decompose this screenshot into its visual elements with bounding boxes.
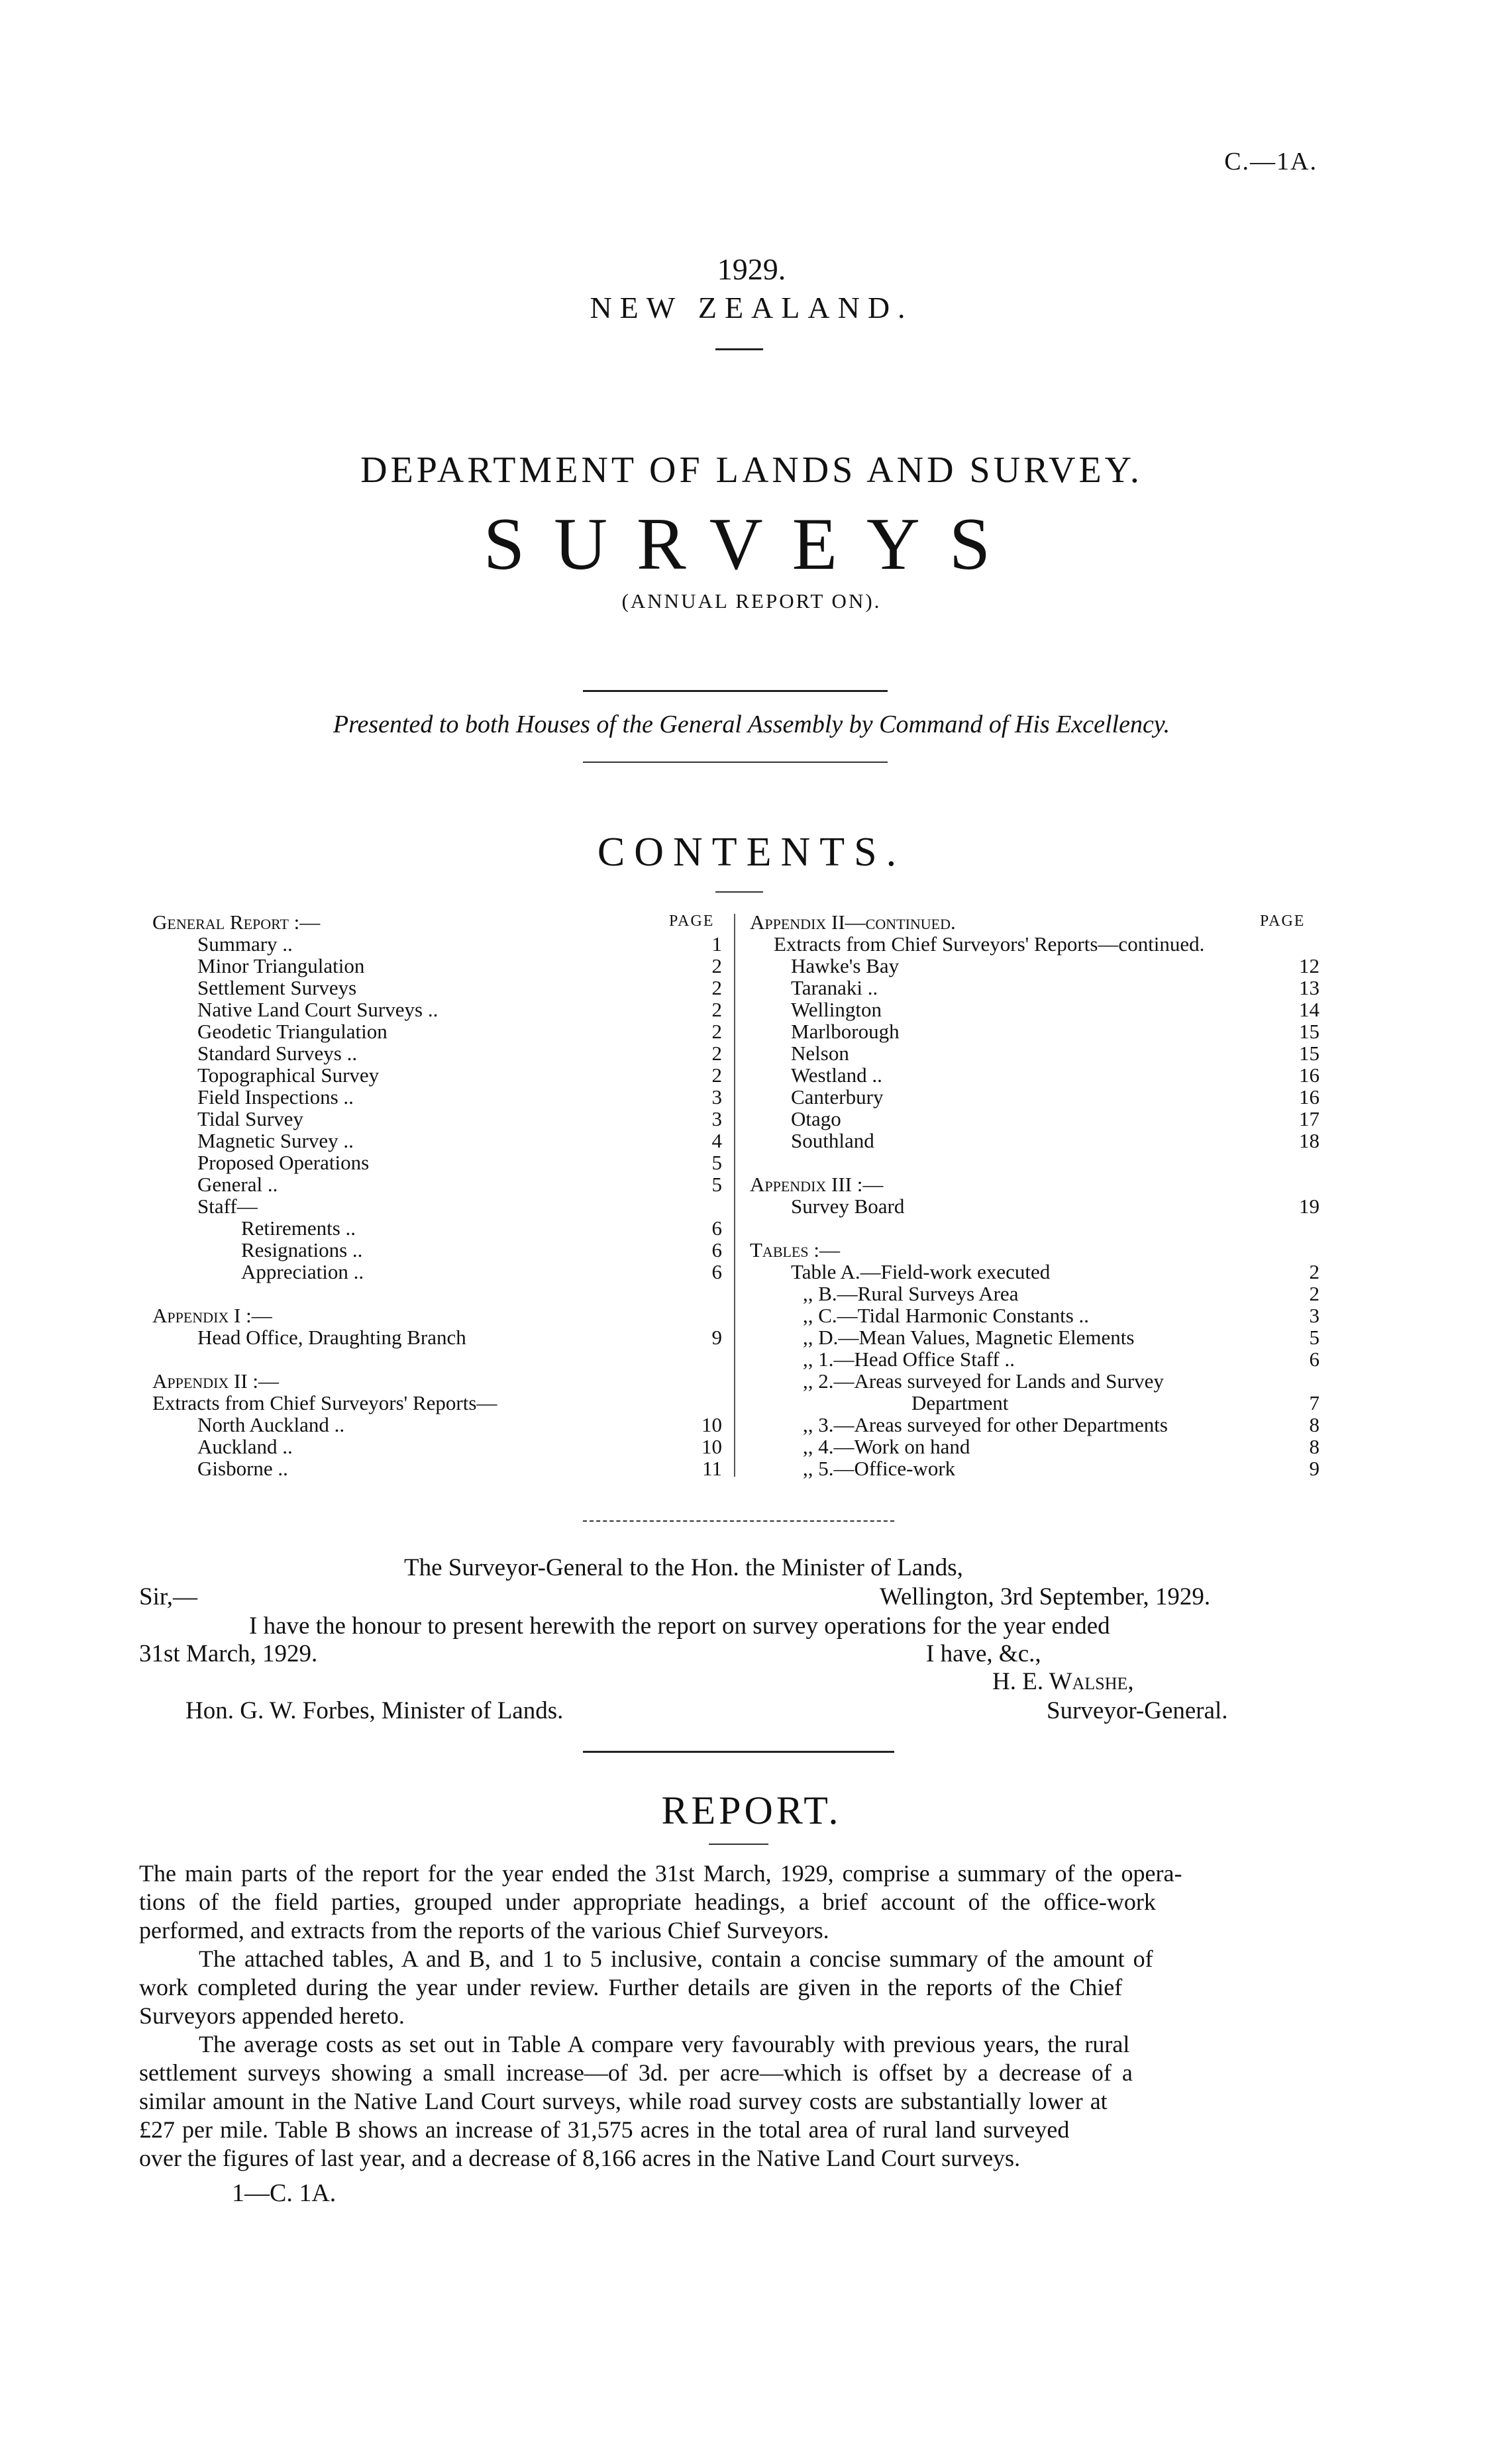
contents-entry [750,1348,1320,1370]
contents-entry [152,1086,722,1108]
contents-entry-page: 2 [711,1063,722,1087]
contents-entry [152,1414,722,1436]
contents-entry [750,1195,1320,1217]
contents-entry-page: 2 [711,998,722,1021]
contents-entry [152,1436,722,1457]
contents-entry-label: Native Land Court Surveys .. [197,998,439,1021]
contents-entry-label: Wellington [791,998,882,1021]
report-line: The average costs as set out in Table A compare very favourably with previous years, the rural [199,2031,1130,2057]
report-paragraph-1 [139,1859,1297,1945]
contents-entry-page: 3 [1309,1304,1320,1327]
contents-entry-page: 8 [1309,1413,1320,1436]
contents-entry [152,1457,722,1479]
contents-entry-label: Retirements .. [241,1216,356,1240]
contents-entry-page: 8 [1309,1435,1320,1458]
contents-entry-label: General .. [197,1173,278,1196]
contents-heading: CONTENTS. [597,830,906,875]
contents-entry-label: Minor Triangulation [197,954,365,977]
contents-entry [152,1217,722,1239]
contents-entry [750,1392,1320,1414]
contents-entry-page: 18 [1299,1129,1320,1152]
divider-short [709,1844,768,1845]
contents-entry [750,1173,1320,1195]
presented-line: Presented to both Houses of the General Assembly by Command of His Excellency. [333,711,1170,738]
contents-entry-label: ,, 3.—Areas surveyed for other Departments [803,1413,1168,1436]
contents-entry-label: Tidal Survey [197,1107,303,1130]
contents-entry-label: Geodetic Triangulation [197,1020,388,1043]
contents-entry-page: 3 [711,1107,722,1130]
contents-entry-label: Southland [791,1129,874,1152]
contents-entry [152,1020,722,1042]
contents-entry [750,911,1320,933]
divider [583,690,888,692]
contents-entry [750,1064,1320,1086]
column-divider [734,914,735,1477]
contents-entry [152,955,722,977]
contents-entry-page: 6 [711,1260,722,1283]
contents-entry [750,1217,1320,1239]
contents-entry-page: 15 [1299,1042,1320,1065]
divider-short [715,891,763,893]
contents-entry-label: Otago [791,1107,841,1130]
contents-entry-page: 14 [1299,998,1320,1021]
place-date: Wellington, 3rd September, 1929. [880,1583,1211,1610]
contents-entry-label: ,, D.—Mean Values, Magnetic Elements [803,1326,1135,1349]
contents-right-column [750,911,1320,1479]
contents-entry [152,911,722,933]
contents-entry [750,1086,1320,1108]
divider [583,1751,894,1753]
contents-entry-page: 16 [1299,1085,1320,1109]
contents-entry-label: Survey Board [791,1195,905,1218]
contents-entry [152,1042,722,1064]
contents-entry-label: Nelson [791,1042,849,1065]
contents-entry-label: Marlborough [791,1020,900,1043]
signer-name: H. E. Walshe, [992,1668,1134,1695]
document-code: C.—1A. [1224,148,1318,175]
addressee: Hon. G. W. Forbes, Minister of Lands. [185,1697,564,1724]
contents-entry [152,1326,722,1348]
contents-entry-page: 5 [1309,1326,1320,1349]
contents-entry [750,1239,1320,1261]
contents-entry-label: Resignations .. [241,1238,363,1261]
contents-entry [152,1108,722,1130]
contents-entry-label: ,, 4.—Work on hand [803,1435,970,1458]
report-line: over the figures of last year, and a decrease of 8,166 acres in the Native Land Court surveys. [139,2145,1021,2171]
page-column-label: PAGE [1260,912,1306,930]
report-line: performed, and extracts from the reports of the various Chief Surveyors. [139,1917,829,1944]
contents-entry-label: Gisborne .. [197,1457,288,1480]
contents-entry-label: Extracts from Chief Surveyors' Reports— [152,1391,497,1414]
contents-entry-label: Taranaki .. [791,976,878,999]
contents-entry [750,1261,1320,1283]
report-line: tions of the field parties, grouped under appropriate headings, a brief account of the office-work [139,1889,1156,1915]
report-paragraph-2 [139,1945,1297,2030]
contents-entry [750,1152,1320,1173]
contents-entry-label: Department [911,1391,1009,1414]
signer-title: Surveyor-General. [1047,1697,1228,1724]
report-paragraph-3 [139,2030,1297,2173]
contents-entry-label: ,, 5.—Office-work [803,1457,956,1480]
contents-entry-label: Field Inspections .. [197,1085,354,1109]
contents-entry-label: Hawke's Bay [791,954,900,977]
contents-entry-label: Head Office, Draughting Branch [197,1326,466,1349]
contents-entry-page: 12 [1299,954,1320,977]
contents-entry [152,1305,722,1326]
contents-entry [152,1130,722,1152]
contents-entry-page: 10 [701,1435,722,1458]
contents-entry [750,1020,1320,1042]
letter-closing: I have, &c., [926,1640,1041,1667]
contents-entry-page: 6 [1309,1348,1320,1371]
contents-entry [152,1348,722,1370]
report-year: 1929. [717,252,786,286]
contents-entry-page: 2 [711,1042,722,1065]
report-line: The attached tables, A and B, and 1 to 5 inclusive, contain a concise summary of the amount of [199,1946,1153,1972]
contents-entry-page: 3 [711,1085,722,1109]
contents-entry [152,1195,722,1217]
contents-entry [152,1392,722,1414]
contents-entry-page: 9 [711,1326,722,1349]
divider [583,762,888,763]
contents-entry-page: 6 [711,1216,722,1240]
contents-entry-page: 17 [1299,1107,1320,1130]
contents-entry-label: Appendix II :— [152,1369,280,1393]
contents-entry-label: Appendix I :— [152,1304,272,1327]
salutation: Sir,— [139,1583,197,1610]
contents-entry [152,933,722,955]
contents-entry-page: 6 [711,1238,722,1261]
country-title: NEW ZEALAND. [590,291,913,324]
report-line: work completed during the year under review. Further details are given in the reports of the Chief [139,1974,1123,2000]
page-column-label: PAGE [669,912,715,930]
contents-entry-label: Magnetic Survey .. [197,1129,354,1152]
contents-entry-label: ,, B.—Rural Surveys Area [803,1282,1019,1305]
contents-left-column [152,911,722,1479]
main-title: SURVEYS [483,503,1020,585]
contents-entry [750,1283,1320,1305]
contents-entry-page: 15 [1299,1020,1320,1043]
contents-entry-page: 2 [1309,1260,1320,1283]
letter-body-line2: 31st March, 1929. [139,1640,318,1667]
contents-entry-label: Table A.—Field-work executed [791,1260,1051,1283]
contents-entry [750,999,1320,1020]
contents-entry [152,1152,722,1173]
contents-entry-label: Summary .. [197,932,293,956]
contents-entry-page: 2 [711,954,722,977]
contents-entry [750,1042,1320,1064]
contents-entry-label: Canterbury [791,1085,884,1109]
contents-entry-label: General Report :— [152,911,321,934]
contents-entry-page: 1 [711,932,722,956]
contents-entry-label: Staff— [197,1195,258,1218]
contents-entry-page: 16 [1299,1063,1320,1087]
contents-entry [750,1326,1320,1348]
divider [583,1520,894,1522]
contents-entry-label: Appendix III :— [750,1173,884,1196]
contents-entry [750,1436,1320,1457]
contents-entry [750,955,1320,977]
contents-entry-page: 2 [1309,1282,1320,1305]
contents-entry [750,1130,1320,1152]
contents-entry-label: Standard Surveys .. [197,1042,358,1065]
contents-entry [152,1370,722,1392]
contents-entry [152,1173,722,1195]
report-line: The main parts of the report for the year ended the 31st March, 1929, comprise a summary of the opera- [139,1860,1182,1887]
contents-entry-page: 5 [711,1151,722,1174]
page-footer: 1—C. 1A. [232,2179,337,2207]
contents-entry [152,1064,722,1086]
subtitle: (ANNUAL REPORT ON). [621,589,882,613]
contents-entry-label: Auckland .. [197,1435,293,1458]
report-line: Surveyors appended hereto. [139,2002,405,2029]
contents-entry-page: 2 [711,1020,722,1043]
report-line: £27 per mile. Table B shows an increase of 31,575 acres in the total area of rural land surveyed [139,2116,1070,2143]
contents-entry [750,1370,1320,1392]
contents-entry-page: 4 [711,1129,722,1152]
contents-entry-page: 9 [1309,1457,1320,1480]
contents-entry-label: Settlement Surveys [197,976,357,999]
contents-entry-label: North Auckland .. [197,1413,345,1436]
contents-entry [152,999,722,1020]
contents-entry-page: 13 [1299,976,1320,999]
contents-entry-label: ,, C.—Tidal Harmonic Constants .. [803,1304,1090,1327]
contents-entry [152,1239,722,1261]
contents-entry [750,977,1320,999]
contents-entry [750,1414,1320,1436]
contents-entry-page: 11 [702,1457,722,1480]
contents-entry-page: 5 [711,1173,722,1196]
letter-body-line1: I have the honour to present herewith the report on survey operations for the year ended [249,1612,1110,1640]
divider-short [715,348,763,350]
contents-entry-page: 19 [1299,1195,1320,1218]
contents-entry-page: 10 [701,1413,722,1436]
department-title: DEPARTMENT OF LANDS AND SURVEY. [360,450,1143,491]
contents-entry [750,1108,1320,1130]
contents-entry-label: Topographical Survey [197,1063,380,1087]
letter-heading: The Surveyor-General to the Hon. the Minister of Lands, [404,1554,963,1581]
contents-entry [152,977,722,999]
report-line: similar amount in the Native Land Court surveys, while road survey costs are substantially lower at [139,2088,1108,2114]
contents-entry-label: Westland .. [791,1063,882,1087]
contents-entry-label: Extracts from Chief Surveyors' Reports—continued. [774,932,1205,956]
contents-entry-label: Appreciation .. [241,1260,364,1283]
contents-entry-page: 2 [711,976,722,999]
contents-entry-label: ,, 1.—Head Office Staff .. [803,1348,1015,1371]
contents-entry [750,1457,1320,1479]
contents-entry [750,1305,1320,1326]
contents-entry [152,1283,722,1305]
report-heading: REPORT. [661,1789,842,1832]
contents-entry-label: Appendix II—continued. [750,911,956,934]
contents-entry [152,1261,722,1283]
report-line: settlement surveys showing a small increase—of 3d. per acre—which is offset by a decrease of a [139,2059,1133,2086]
contents-entry-page: 7 [1309,1391,1320,1414]
contents-entry-label: ,, 2.—Areas surveyed for Lands and Survey [803,1369,1164,1393]
contents-entry [750,933,1320,955]
contents-entry-label: Tables :— [750,1238,840,1261]
contents-entry-label: Proposed Operations [197,1151,370,1174]
